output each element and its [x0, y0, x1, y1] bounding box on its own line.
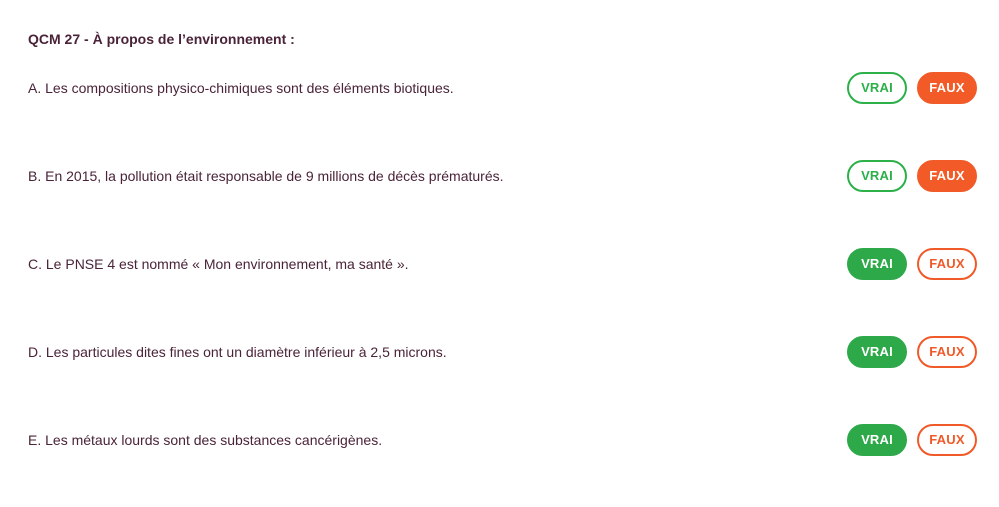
vrai-button[interactable]: VRAI	[847, 424, 907, 456]
answer-group	[847, 424, 977, 456]
answer-group	[847, 336, 977, 368]
question-text: E. Les métaux lourds sont des substances cancérigènes.	[28, 432, 383, 448]
question-text: A. Les compositions physico-chimiques sont des éléments biotiques.	[28, 80, 454, 96]
faux-button[interactable]: FAUX	[917, 72, 977, 104]
answer-group	[847, 72, 977, 104]
vrai-button[interactable]: VRAI	[847, 160, 907, 192]
vrai-button[interactable]: VRAI	[847, 336, 907, 368]
faux-button[interactable]: FAUX	[917, 424, 977, 456]
answer-group	[847, 248, 977, 280]
quiz-title: QCM 27 - À propos de l’environnement :	[28, 31, 295, 47]
question-row-c	[0, 248, 999, 280]
vrai-button[interactable]: VRAI	[847, 72, 907, 104]
question-row-b	[0, 160, 999, 192]
question-text: C. Le PNSE 4 est nommé « Mon environnement, ma santé ».	[28, 256, 409, 272]
faux-button[interactable]: FAUX	[917, 248, 977, 280]
question-row-d	[0, 336, 999, 368]
faux-button[interactable]: FAUX	[917, 160, 977, 192]
vrai-button[interactable]: VRAI	[847, 248, 907, 280]
answer-group	[847, 160, 977, 192]
faux-button[interactable]: FAUX	[917, 336, 977, 368]
question-text: B. En 2015, la pollution était responsable de 9 millions de décès prématurés.	[28, 168, 504, 184]
question-row-e	[0, 424, 999, 456]
question-text: D. Les particules dites fines ont un diamètre inférieur à 2,5 microns.	[28, 344, 447, 360]
question-row-a	[0, 72, 999, 104]
